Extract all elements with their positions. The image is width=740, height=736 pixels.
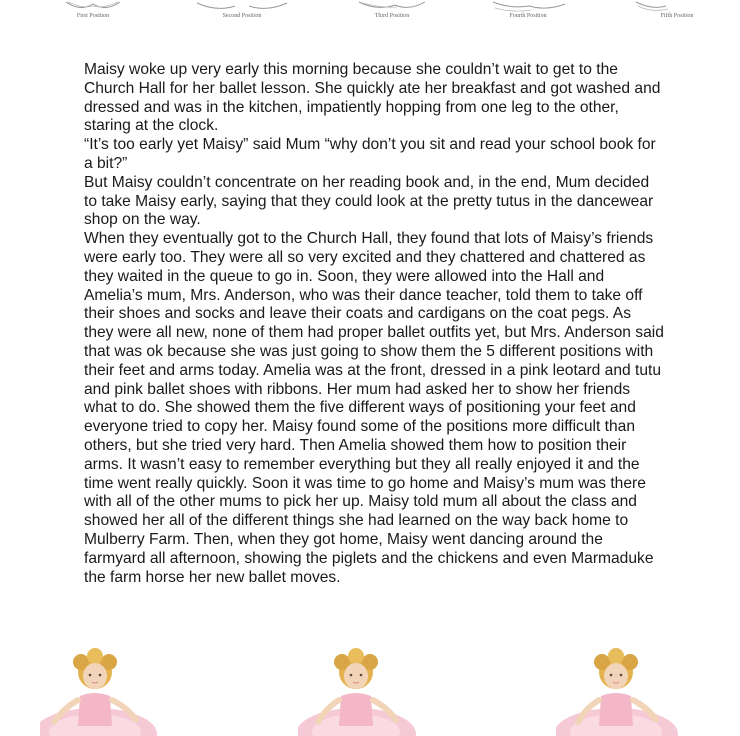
ballerina-doll-row — [0, 636, 740, 736]
story-text — [84, 61, 664, 587]
position-label: First Position — [76, 13, 110, 19]
story-paragraph: Maisy woke up very early this morning because she couldn’t wait to get to the Church Hall for her ballet lesson. She quickly ate her breakfast and got washed and dressed and was in the kitchen, impatiently hopping from one leg to the other, staring at the clock. — [84, 61, 661, 135]
second-position-figure — [187, 0, 297, 30]
story-paragraph: But Maisy couldn’t concentrate on her reading book and, in the end, Mum decided to take Maisy early, saying that they could look at the pretty tutus in the dancewear shop on the way. — [84, 173, 654, 229]
fourth-position-figure — [473, 0, 583, 30]
story-paragraph: When they eventually got to the Church Hall, they found that lots of Maisy’s friends were early too. They were all so very excited and they chattered and chattered as they waited in the queue to go in. Soon, they were allowed into the Hall and Amelia’s mum, Mrs. Anderson, who was their dance teacher, told them to take off their shoes and socks and leave their coats and cardigans on the coat pegs. As they were all new, none of them had proper ballet outfits yet, but Mrs. Anderson said that was ok because she was just going to show them the 5 different positions with their feet and arms today. Amelia was at the front, dressed in a pink leotard and tutu and pink ballet shoes with ribbons. Her mum had asked her to show her friends what to do. She showed them the five different ways of positioning your feet and everyone tried to copy her. Maisy found some of the positions more difficult than others, but she tried very hard. Then Amelia showed them how to position their arms. It wasn’t easy to remember everything but they all really enjoyed it and the time went really quickly. Soon it was time to go home and Maisy’s mum was there with all of the other mums to pick her up. Maisy told mum all about the class and showed her all of the different things she had learned on the way back home to Mulberry Farm. Then, when they got home, Maisy went dancing around the farmyard all afternoon, showing the piglets and the chickens and even Marmaduke the farm horse her new ballet moves. — [84, 230, 664, 586]
feet-outline-icon — [337, 0, 447, 14]
ballerina-doll-image — [556, 636, 686, 736]
position-label: Second Position — [222, 13, 262, 19]
position-label: Third Position — [374, 13, 410, 19]
feet-outline-icon — [622, 0, 732, 14]
third-position-figure — [337, 0, 447, 30]
story-paragraph: “It’s too early yet Maisy” said Mum “why don’t you sit and read your school book for a bit?” — [84, 136, 656, 172]
first-position-figure — [38, 0, 148, 30]
position-label: Fourth Position — [509, 13, 547, 19]
ballet-positions-strip — [0, 0, 740, 30]
position-label: Fifth Position — [660, 13, 694, 19]
fifth-position-figure — [622, 0, 732, 30]
ballerina-doll-image — [40, 636, 170, 736]
feet-outline-icon — [38, 0, 148, 14]
feet-outline-icon — [473, 0, 583, 14]
ballerina-doll-image — [298, 636, 428, 736]
feet-outline-icon — [187, 0, 297, 14]
